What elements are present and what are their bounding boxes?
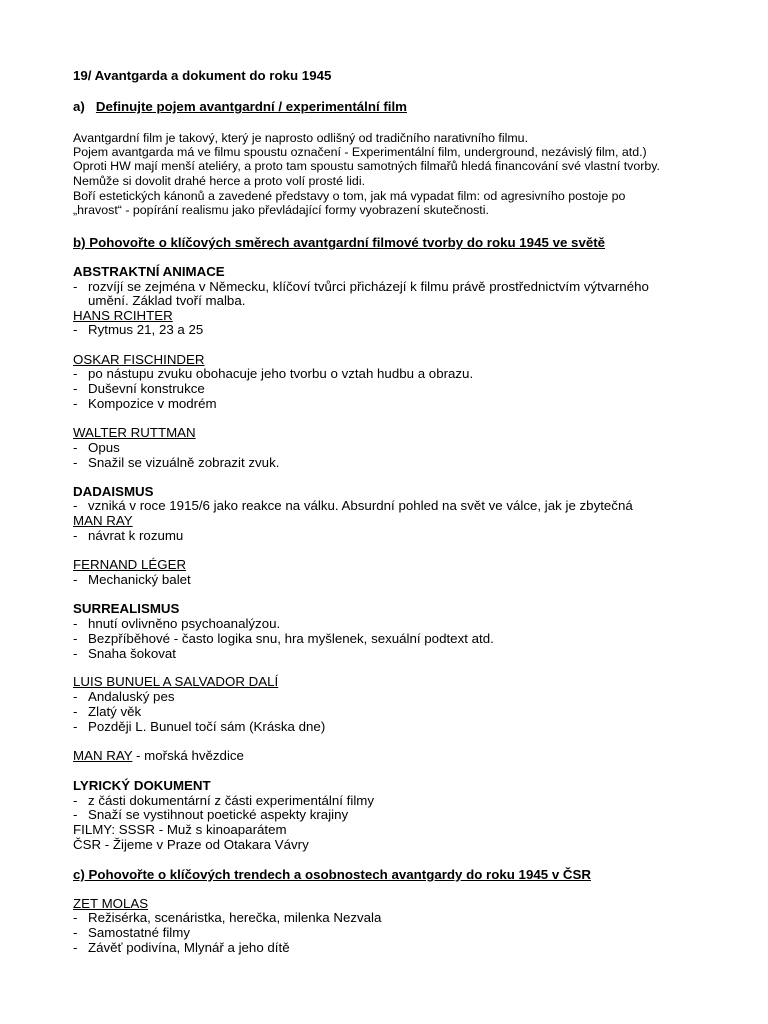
section-b-heading: b) Pohovořte o klíčových směrech avantgardní filmové tvorby do roku 1945 ve světě — [73, 235, 606, 250]
list-item: - Snažil se vizuálně zobrazit zvuk. — [73, 455, 280, 470]
list-item: - Duševní konstrukce — [73, 381, 205, 396]
person-name: HANS RCIHTER — [73, 308, 173, 323]
dash: - — [73, 279, 78, 294]
list-item: - Samostatné filmy — [73, 925, 190, 940]
paragraph-line: Avantgardní film je takový, který je naprosto odlišný od tradičního narativního filmu. — [73, 131, 529, 145]
list-item: - Snaha šokovat — [73, 646, 176, 661]
person-name: LUIS BUNUEL A SALVADOR DALÍ — [73, 674, 279, 689]
list-item-continuation: umění. Základ tvoří malba. — [88, 293, 246, 308]
list-item: - vzniká v roce 1915/6 jako reakce na válku. Absurdní pohled na svět ve válce, jak je zbytečná — [73, 498, 633, 513]
list-item: - Závěť podivína, Mlynář a jeho dítě — [73, 940, 290, 955]
paragraph-line: „hravost“ - popírání realismu jako převládající formy vyobrazení skutečnosti. — [73, 203, 489, 217]
paragraph-line: Pojem avantgarda má ve filmu spoustu označení - Experimentální film, underground, nezávislý film, atd.) — [73, 145, 647, 159]
person-name: MAN RAY — [73, 748, 133, 763]
surrealismus-heading: SURREALISMUS — [73, 601, 180, 616]
list-item: - po nástupu zvuku obohacuje jeho tvorbu o vztah hudbu a obrazu. — [73, 366, 474, 381]
list-item: - z části dokumentární z části experimentální filmy — [73, 793, 374, 808]
abstraktni-heading: ABSTRAKTNÍ ANIMACE — [73, 264, 225, 279]
list-item: - Režisérka, scenáristka, herečka, milenka Nezvala — [73, 910, 382, 925]
list-item: - Mechanický balet — [73, 572, 191, 587]
paragraph-line: Nemůže si dovolit drahé herce a proto volí prosté lidi. — [73, 174, 366, 188]
section-a-prefix: a) — [73, 99, 85, 114]
section-c-heading: c) Pohovořte o klíčových trendech a osobnostech avantgardy do roku 1945 v ČSR — [73, 867, 591, 882]
list-item: - Andaluský pes — [73, 689, 175, 704]
person-name: WALTER RUTTMAN — [73, 425, 196, 440]
list-item: - Později L. Bunuel točí sám (Kráska dne) — [73, 719, 326, 734]
person-name: OSKAR FISCHINDER — [73, 352, 205, 367]
man-ray-line: MAN RAY - mořská hvězdice — [73, 748, 244, 763]
lyricky-heading: LYRICKÝ DOKUMENT — [73, 778, 211, 793]
list-item: - návrat k rozumu — [73, 528, 184, 543]
document-title: 19/ Avantgarda a dokument do roku 1945 — [73, 68, 332, 83]
paragraph-line: Oproti HW mají menší ateliéry, a proto tam spoustu samotných filmařů hledá financování své vlastní tvorby. — [73, 159, 660, 173]
list-item: - hnutí ovlivněno psychoanalýzou. — [73, 616, 281, 631]
list-item: - Opus — [73, 440, 120, 455]
list-item: - Kompozice v modrém — [73, 396, 217, 411]
films-line: ČSR - Žijeme v Praze od Otakara Vávry — [73, 837, 309, 852]
list-item: - Rytmus 21, 23 a 25 — [73, 322, 204, 337]
dadaismus-heading: DADAISMUS — [73, 484, 154, 499]
list-item: - Bezpříběhové - často logika snu, hra myšlenek, sexuální podtext atd. — [73, 631, 494, 646]
person-name: ZET MOLAS — [73, 896, 149, 911]
list-item: - rozvíjí se zejména v Německu, klíčoví tvůrci přicházejí k filmu právě prostřednictvím výtvarného — [73, 279, 649, 294]
person-name: FERNAND LÉGER — [73, 557, 187, 572]
section-a-heading — [73, 99, 407, 114]
person-name: MAN RAY — [73, 513, 133, 528]
section-a-title: Definujte pojem avantgardní / experimentální film — [95, 99, 407, 114]
list-item: - Snaží se vystihnout poetické aspekty krajiny — [73, 807, 349, 822]
films-line: FILMY: SSSR - Muž s kinoaparátem — [73, 822, 287, 837]
list-item: - Zlatý věk — [73, 704, 142, 719]
paragraph-line: Boří estetických kánonů a zavedené představy o tom, jak má vypadat film: od agresivního postoje po — [73, 189, 626, 203]
